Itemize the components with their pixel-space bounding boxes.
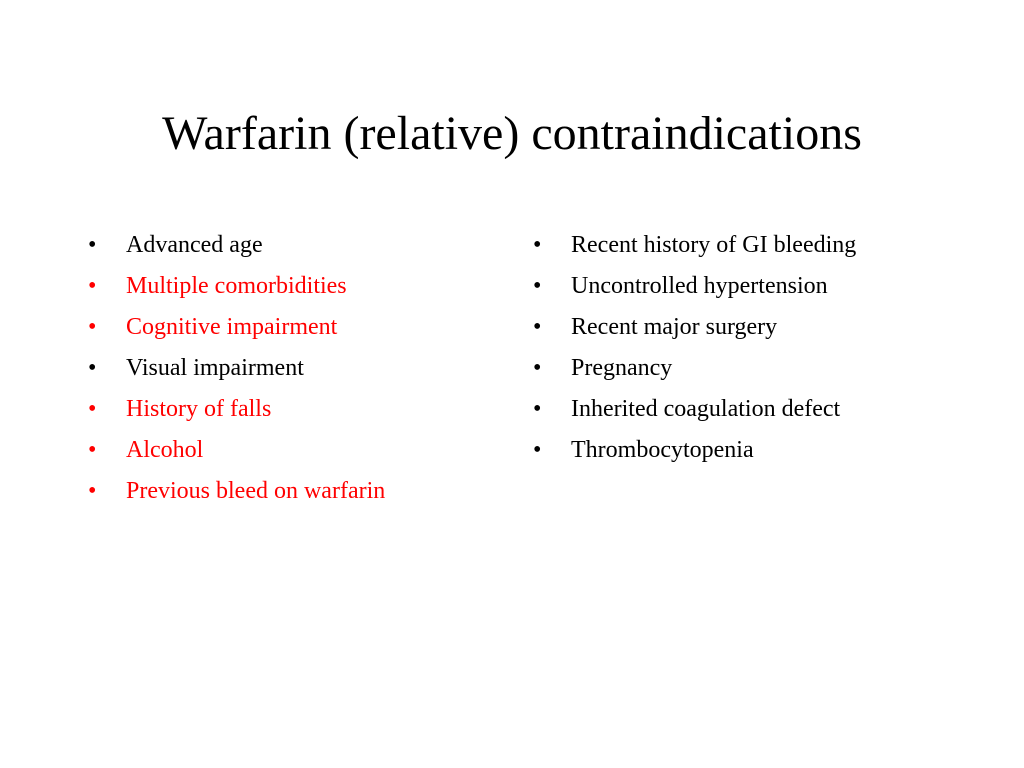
list-item-text: Visual impairment [126, 355, 304, 381]
list-item [533, 267, 953, 308]
list-item [88, 226, 488, 267]
list-item-text: Recent history of GI bleeding [571, 232, 857, 258]
list-item-text: History of falls [126, 396, 272, 422]
left-bullet-list [88, 226, 488, 513]
list-item-text: Pregnancy [571, 355, 673, 381]
list-item-text: Uncontrolled hypertension [571, 273, 828, 299]
list-item [533, 390, 953, 431]
slide-title: Warfarin (relative) contraindications [162, 107, 862, 160]
list-item [88, 267, 488, 308]
list-item-text: Alcohol [126, 437, 204, 463]
list-item-text: Inherited coagulation defect [571, 396, 841, 422]
list-item-text: Previous bleed on warfarin [126, 478, 386, 504]
bullet-icon: • [533, 437, 542, 463]
list-item [533, 431, 953, 472]
list-item [88, 390, 488, 431]
bullet-icon: • [533, 273, 542, 299]
list-item-text: Multiple comorbidities [126, 273, 347, 299]
bullet-icon: • [88, 478, 97, 504]
list-item [88, 431, 488, 472]
list-item-text: Advanced age [126, 232, 263, 258]
bullet-icon: • [88, 437, 97, 463]
bullet-icon: • [533, 396, 542, 422]
bullet-icon: • [88, 396, 97, 422]
list-item-text: Thrombocytopenia [571, 437, 754, 463]
list-item [88, 308, 488, 349]
list-item [88, 472, 488, 513]
bullet-icon: • [88, 355, 97, 381]
bullet-icon: • [533, 314, 542, 340]
bullet-icon: • [88, 314, 97, 340]
bullet-icon: • [533, 232, 542, 258]
list-item-text: Cognitive impairment [126, 314, 338, 340]
list-item [533, 226, 953, 267]
list-item-text: Recent major surgery [571, 314, 778, 340]
bullet-icon: • [533, 355, 542, 381]
bullet-icon: • [88, 273, 97, 299]
right-bullet-list [533, 226, 953, 472]
list-item [533, 349, 953, 390]
bullet-icon: • [88, 232, 97, 258]
list-item [88, 349, 488, 390]
list-item [533, 308, 953, 349]
